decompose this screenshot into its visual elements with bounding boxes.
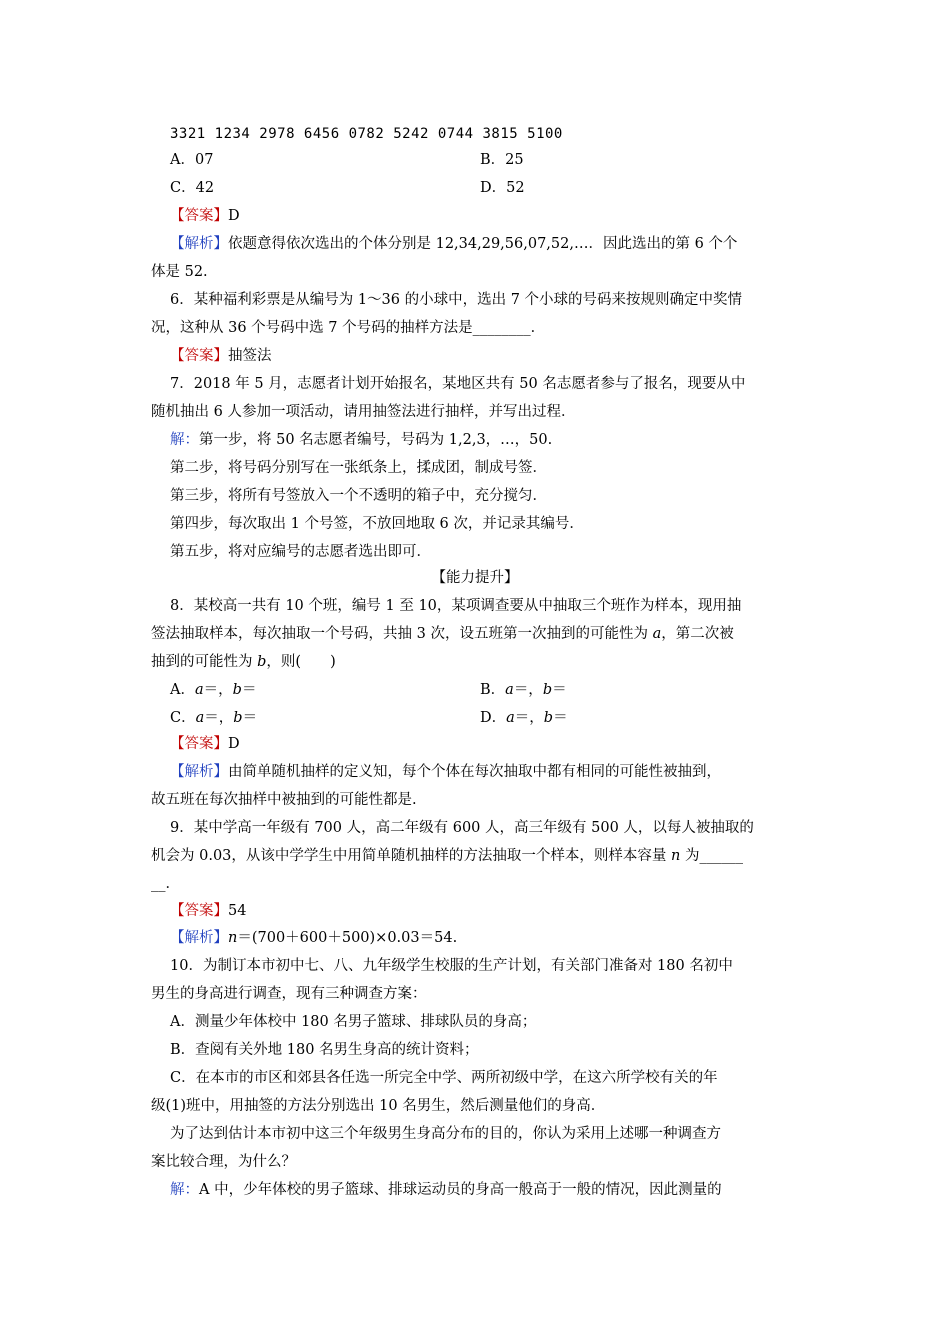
q5-option-c: C．42: [170, 180, 215, 196]
solution-tag: 解：: [170, 1182, 199, 1198]
q7-solution-step-5: 第五步，将对应编号的志愿者选出即可．: [170, 544, 431, 560]
answer-value: D: [228, 736, 240, 752]
q8-text-line-2: 签法抽取样本，每次抽取一个号码，共抽 3 次，设五班第一次抽到的可能性为 a，第二次被: [151, 626, 734, 642]
q9-text-line-3: __．: [151, 876, 180, 892]
q5-analysis-line-2: 体是 52.: [151, 264, 208, 280]
q9-analysis: 【解析】n＝(700＋600＋500)×0.03＝54.: [170, 930, 458, 946]
q10-option-a: A．测量少年体校中 180 名男子篮球、排球队员的身高；: [170, 1014, 537, 1030]
q8-analysis-line-2: 故五班在每次抽样中被抽到的可能性都是.: [151, 792, 417, 808]
answer-tag: 【答案】: [170, 903, 228, 919]
answer-value: 54: [228, 903, 247, 919]
answer-tag: 【答案】: [170, 348, 228, 364]
q10-question-line-1: 为了达到估计本市初中这三个年级男生身高分布的目的，你认为采用上述哪一种调查方: [170, 1126, 721, 1142]
q10-solution-line-1: 解：A 中，少年体校的男子篮球、排球运动员的身高一般高于一般的情况，因此测量的: [170, 1182, 722, 1198]
q7-solution-step-1: 解：第一步，将 50 名志愿者编号，号码为 1,2,3，…，50.: [170, 432, 553, 448]
q10-question-line-2: 案比较合理，为什么？: [151, 1154, 296, 1170]
answer-tag: 【答案】: [170, 736, 228, 752]
solution-tag: 解：: [170, 432, 199, 448]
q8-option-a: A．a＝，b＝: [170, 682, 257, 698]
q6-text-line-1: 6．某种福利彩票是从编号为 1～36 的小球中，选出 7 个小球的号码来按规则确定中奖情: [170, 292, 743, 308]
answer-tag: 【答案】: [170, 208, 228, 224]
q10-option-c-line-2: 级(1)班中，用抽签的方法分别选出 10 名男生，然后测量他们的身高．: [151, 1098, 606, 1114]
q9-text-line-2: 机会为 0.03，从该中学学生中用简单随机抽样的方法抽取一个样本，则样本容量 n 为______: [151, 848, 743, 864]
analysis-tag: 【解析】: [170, 930, 228, 946]
q5-analysis-line-1: 【解析】依题意得依次选出的个体分别是 12,34,29,56,07,52,…．因此选出的第 6 个个: [170, 236, 738, 252]
q7-solution-step-4: 第四步，每次取出 1 个号签，不放回地取 6 次，并记录其编号．: [170, 516, 584, 532]
q5-option-b: B．25: [480, 152, 524, 168]
q8-option-b: B．a＝，b＝: [480, 682, 567, 698]
q9-answer: [170, 901, 246, 921]
q8-analysis-line-1: 【解析】由简单随机抽样的定义知，每个个体在每次抽取中都有相同的可能性被抽到，: [170, 764, 721, 780]
q9-text-line-1: 9．某中学高一年级有 700 人，高二年级有 600 人，高三年级有 500 人，以每人被抽取的: [170, 820, 754, 836]
q10-text-line-1: 10．为制订本市初中七、八、九年级学生校服的生产计划，有关部门准备对 180 名初中: [170, 958, 733, 974]
q10-option-b: B．查阅有关外地 180 名男生身高的统计资料；: [170, 1042, 479, 1058]
q7-solution-step-2: 第二步，将号码分别写在一张纸条上，揉成团，制成号签．: [170, 460, 547, 476]
analysis-tag: 【解析】: [170, 764, 228, 780]
q6-text-line-2: 况，这种从 36 个号码中选 7 个号码的抽样方法是________．: [151, 320, 546, 336]
q8-option-d: D．a＝，b＝: [480, 710, 568, 726]
q7-text-line-2: 随机抽出 6 人参加一项活动，请用抽签法进行抽样，并写出过程．: [151, 404, 576, 420]
q5-answer: [170, 206, 240, 226]
answer-value: 抽签法: [228, 348, 272, 364]
q7-solution-step-3: 第三步，将所有号签放入一个不透明的箱子中，充分搅匀．: [170, 488, 547, 504]
q8-text-line-3: 抽到的可能性为 b，则( ): [151, 654, 336, 670]
analysis-tag: 【解析】: [170, 236, 228, 252]
section-title: 【能力提升】: [431, 570, 519, 586]
q7-text-line-1: 7．2018 年 5 月，志愿者计划开始报名，某地区共有 50 名志愿者参与了报名，现要从中: [170, 376, 746, 392]
q10-text-line-2: 男生的身高进行调查，现有三种调查方案：: [151, 986, 427, 1002]
q5-option-d: D．52: [480, 180, 525, 196]
q8-text-line-1: 8．某校高一共有 10 个班，编号 1 至 10，某项调查要从中抽取三个班作为样本，现用抽: [170, 598, 742, 614]
q6-answer: [170, 346, 272, 366]
q5-option-a: A．07: [170, 152, 214, 168]
q8-answer: [170, 734, 240, 754]
random-digit-row: 3321 1234 2978 6456 0782 5242 0744 3815 5100: [170, 126, 563, 142]
q8-option-c: C．a＝，b＝: [170, 710, 258, 726]
answer-value: D: [228, 208, 240, 224]
q10-option-c-line-1: C．在本市的市区和郊县各任选一所完全中学、两所初级中学，在这六所学校有关的年: [170, 1070, 718, 1086]
